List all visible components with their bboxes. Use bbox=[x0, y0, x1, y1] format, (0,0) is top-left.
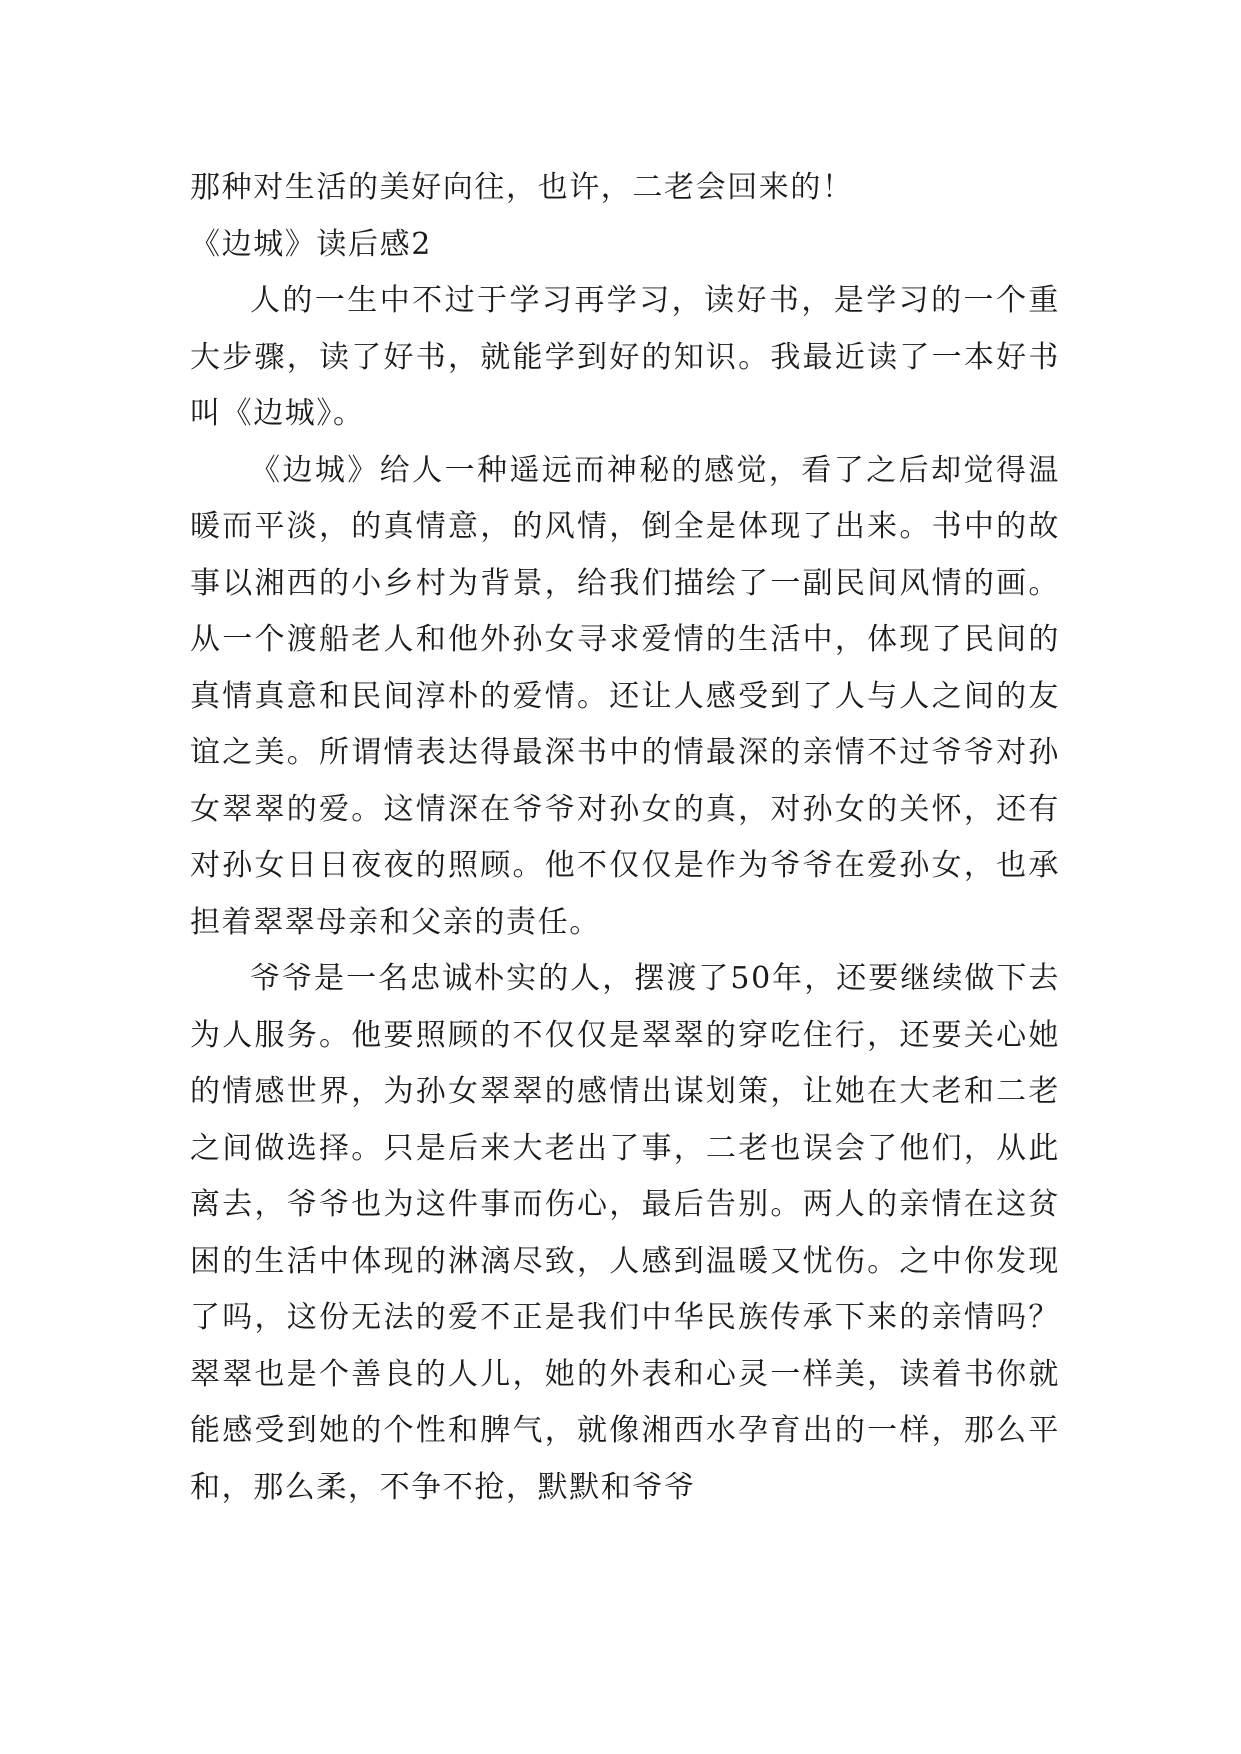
document-body bbox=[190, 160, 1060, 1516]
lead-line: 那种对生活的美好向往，也许，二老会回来的！ bbox=[190, 170, 854, 205]
paragraph-3: 爷爷是一名忠诚朴实的人，摆渡了50年，还要继续做下去为人服务。他要照顾的不仅仅是翠翠的穿吃住行，还要关心她的情感世界，为孙女翠翠的感情出谋划策，让她在大老和二老之间做选择。只是后来大老出了事，二老也误会了他们，从此离去，爷爷也为这件事而伤心，最后告别。两人的亲情在这贫困的生活中体现的淋漓尽致，人感到温暖又忧伤。之中你发现了吗，这份无法的爱不正是我们中华民族传承下来的亲情吗？翠翠也是个善良的人儿，她的外表和心灵一样美，读着书你就能感受到她的个性和脾气，就像湘西水孕育出的一样，那么平和，那么柔，不争不抢，默默和爷爷 bbox=[190, 961, 1060, 1505]
paragraph-2: 《边城》给人一种遥远而神秘的感觉，看了之后却觉得温暖而平淡，的真情意，的风情，倒全是体现了出来。书中的故事以湘西的小乡村为背景，给我们描绘了一副民间风情的画。从一个渡船老人和他外孙女寻求爱情的生活中，体现了民间的真情真意和民间淳朴的爱情。还让人感受到了人与人之间的友谊之美。所谓情表达得最深书中的情最深的亲情不过爷爷对孙女翠翠的爱。这情深在爷爷对孙女的真，对孙女的关怀，还有对孙女日日夜夜的照顾。他不仅仅是作为爷爷在爱孙女，也承担着翠翠母亲和父亲的责任。 bbox=[190, 452, 1060, 940]
section-title: 《边城》读后感2 bbox=[190, 226, 432, 262]
paragraph-1: 人的一生中不过于学习再学习，读好书，是学习的一个重大步骤，读了好书，就能学到好的知识。我最近读了一本好书叫《边城》。 bbox=[190, 283, 1060, 431]
